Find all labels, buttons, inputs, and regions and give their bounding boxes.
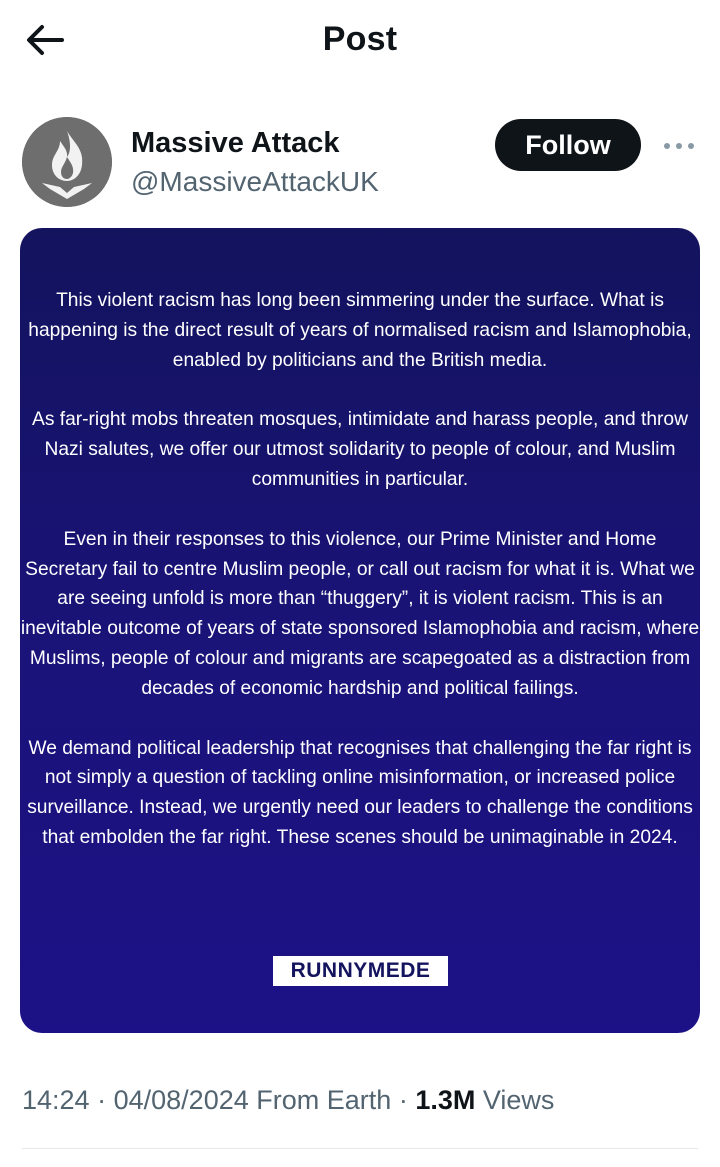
statement-paragraph: This violent racism has long been simmering under the surface. What is happening is the direct result of years of normalised racism and Islamophobia, enabled by politicians and the British media.: [28, 290, 692, 371]
author-handle[interactable]: @MassiveAttackUK: [131, 166, 379, 197]
statement-text: [20, 286, 700, 853]
flame-logo-icon: [22, 117, 112, 207]
views-link[interactable]: [415, 1085, 554, 1115]
post-time[interactable]: 14:24: [22, 1085, 90, 1115]
post-meta: [22, 1085, 554, 1116]
meta-separator: ·: [97, 1085, 107, 1115]
statement-paragraph: Even in their responses to this violence, our Prime Minister and Home Secretary fail to centre Muslim people, or call out racism for what it is. What we are seeing unfold is more than “thuggery”, it is violent racism. This is an inevitable outcome of years of state sponsored Islamophobia and racism, where Muslims, people of colour and migrants are scapegoated as a distraction from decades of economic hardship and political failings.: [20, 528, 700, 699]
avatar[interactable]: [22, 117, 112, 207]
more-options-button[interactable]: [660, 136, 700, 156]
author-row: [0, 110, 720, 220]
post-date[interactable]: 04/08/2024: [113, 1085, 249, 1115]
more-dots-icon: [660, 136, 700, 156]
views-count: 1.3M: [415, 1085, 476, 1115]
top-bar: [0, 0, 720, 82]
statement-paragraph: As far-right mobs threaten mosques, intimidate and harass people, and throw Nazi salutes, we offer our utmost solidarity to people of colour, and Muslim communities in particular.: [32, 409, 688, 490]
post-source: From Earth: [256, 1085, 392, 1115]
divider: [22, 1148, 698, 1149]
views-label: Views: [482, 1085, 555, 1115]
page-title: Post: [322, 20, 398, 58]
follow-button[interactable]: Follow: [495, 119, 641, 171]
runnymede-logo: RUNNYMEDE: [273, 956, 448, 986]
statement-paragraph: We demand political leadership that recognises that challenging the far right is not simply a question of tackling online misinformation, or increased police surveillance. Instead, we urgently need our leaders to challenge the conditions that embolden the far right. These scenes should be unimaginable in 2024.: [27, 737, 693, 848]
meta-separator: ·: [398, 1085, 408, 1115]
author-display-name[interactable]: Massive Attack: [131, 127, 340, 159]
post-image[interactable]: [20, 228, 700, 1033]
